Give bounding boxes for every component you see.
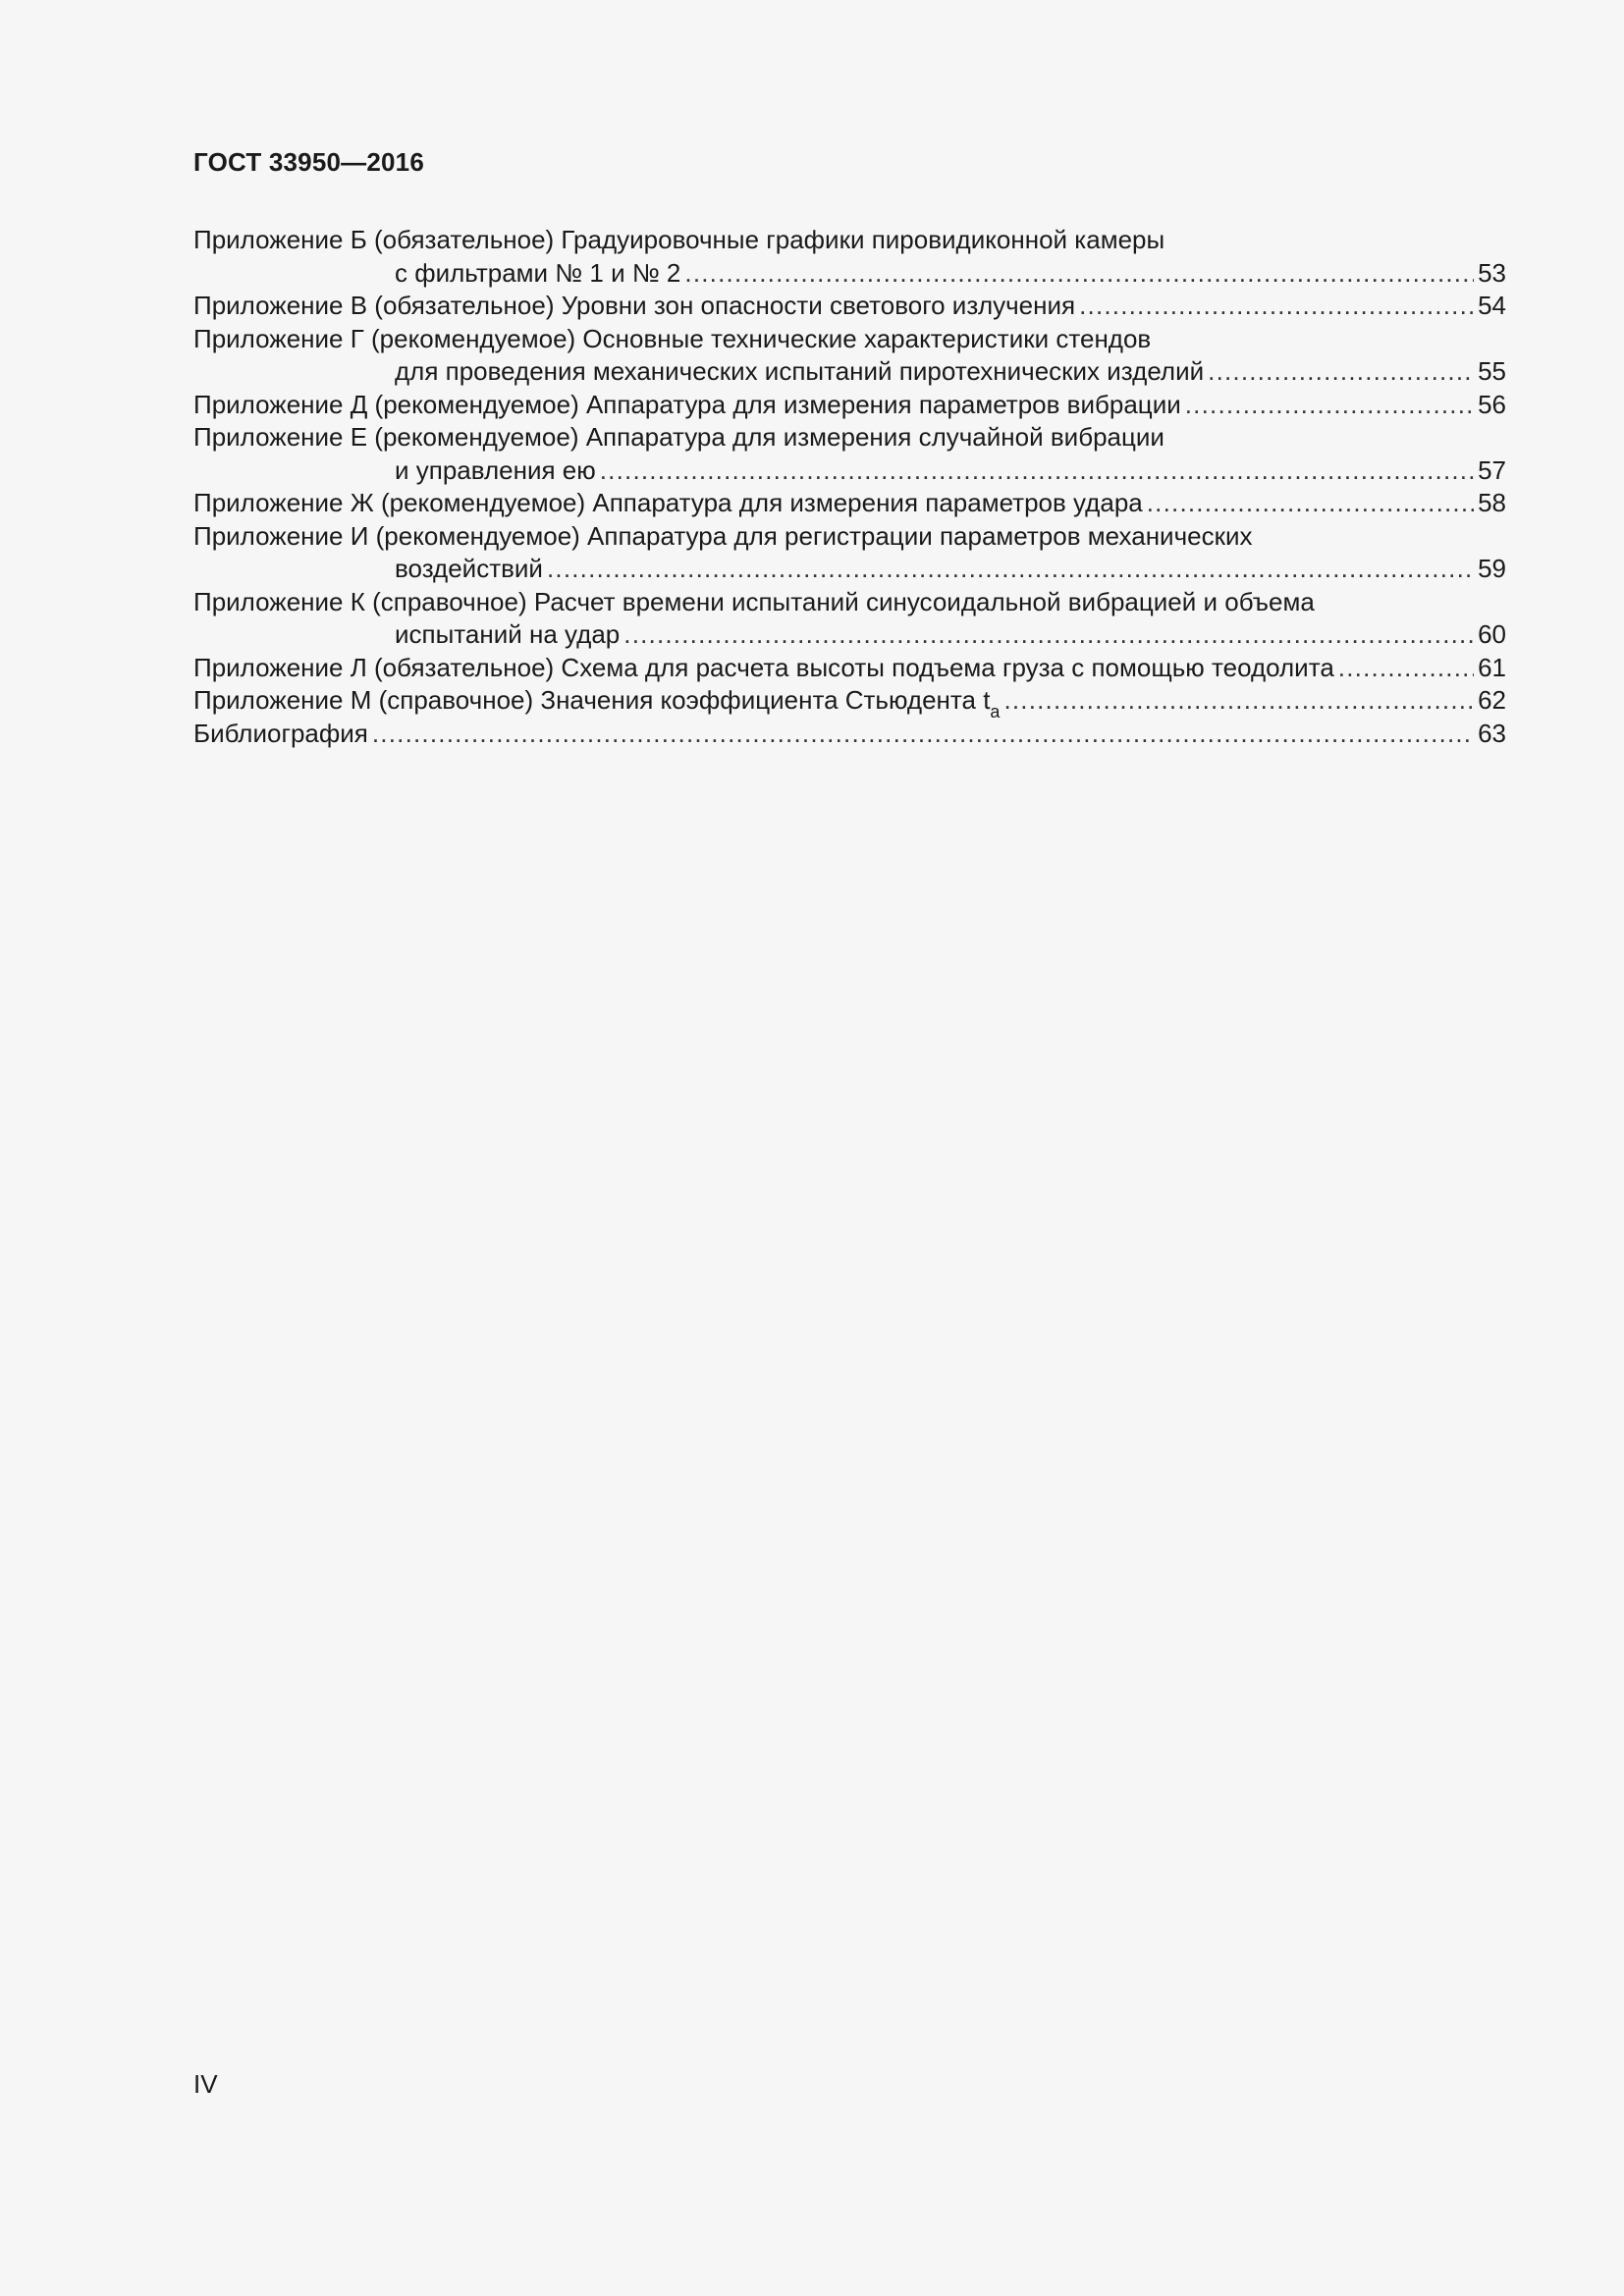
toc-page-number: 63 (1478, 718, 1506, 748)
toc-page-number: 61 (1478, 652, 1506, 682)
toc-entry-text: для проведения механических испытаний пиротехнических изделий (395, 356, 1205, 386)
dot-leader (684, 257, 1474, 291)
toc-entry-text: Приложение В (обязательное) Уровни зон опасности светового излучения (193, 291, 1076, 320)
toc-entry-appendix-e-cont (193, 454, 1506, 488)
dot-leader (1338, 652, 1474, 685)
toc-entry-appendix-l (193, 652, 1506, 685)
toc-entry-appendix-i-cont (193, 553, 1506, 586)
dot-leader (1185, 389, 1474, 422)
dot-leader (600, 454, 1474, 488)
toc-entry-appendix-m (193, 684, 1506, 721)
toc-entry-appendix-b-cont (193, 257, 1506, 291)
toc-page-number: 56 (1478, 389, 1506, 419)
dot-leader (372, 718, 1474, 751)
toc-entry-appendix-k (193, 586, 1506, 619)
toc-entry-appendix-e (193, 421, 1506, 454)
toc-entry-appendix-i (193, 520, 1506, 554)
toc-entry-text: Приложение Е (рекомендуемое) Аппаратура для измерения случайной вибрации (193, 422, 1164, 452)
toc-entry-text: Приложение Г (рекомендуемое) Основные технические характеристики стендов (193, 323, 1152, 353)
toc-entry-text: Приложение Л (обязательное) Схема для расчета высоты подъема груза с помощью теодолита (193, 652, 1334, 682)
toc-entry-text: Библиография (193, 718, 368, 748)
page-number: IV (193, 2069, 218, 2099)
toc-page-number: 62 (1478, 685, 1506, 715)
toc-entry-text: с фильтрами № 1 и № 2 (395, 257, 681, 288)
dot-leader (1079, 290, 1474, 323)
toc-entry-text: Приложение И (рекомендуемое) Аппаратура для регистрации параметров механических (193, 520, 1253, 551)
toc-entry-appendix-zh (193, 487, 1506, 520)
toc-entry-appendix-k-cont (193, 618, 1506, 652)
toc-page-number: 57 (1478, 454, 1506, 485)
document-header: ГОСТ 33950—2016 (193, 147, 424, 177)
toc-entry-text: Приложение Б (обязательное) Градуировочные графики пировидиконной камеры (193, 225, 1165, 254)
toc-entry-text-main: Приложение М (справочное) Значения коэффициента Стьюдента t (193, 685, 991, 715)
toc-entry-text (193, 684, 1000, 721)
subscript: a (990, 702, 1001, 721)
dot-leader (1208, 355, 1474, 389)
toc-entry-text: Приложение Ж (рекомендуемое) Аппаратура для измерения параметров удара (193, 488, 1143, 517)
toc-entry-appendix-v (193, 290, 1506, 323)
toc-entry-appendix-d (193, 389, 1506, 422)
table-of-contents (193, 224, 1506, 750)
toc-page-number: 53 (1478, 257, 1506, 288)
dot-leader (1147, 487, 1474, 520)
toc-entry-text: воздействий (395, 554, 543, 583)
toc-entry-appendix-g-cont (193, 355, 1506, 389)
toc-entry-text: испытаний на удар (395, 619, 621, 649)
toc-page-number: 58 (1478, 488, 1506, 517)
dot-leader (1003, 684, 1474, 718)
toc-entry-text: и управления ею (395, 454, 596, 485)
toc-entry-appendix-b (193, 224, 1506, 257)
dot-leader (623, 618, 1474, 652)
toc-entry-bibliography (193, 718, 1506, 751)
toc-entry-text: Приложение К (справочное) Расчет времени испытаний синусоидальной вибрацией и объема (193, 586, 1315, 616)
dot-leader (547, 553, 1474, 586)
toc-entry-appendix-g (193, 323, 1506, 356)
toc-entry-text: Приложение Д (рекомендуемое) Аппаратура для измерения параметров вибрации (193, 389, 1181, 419)
toc-page-number: 60 (1478, 619, 1506, 649)
toc-page-number: 59 (1478, 554, 1506, 583)
toc-page-number: 55 (1478, 356, 1506, 386)
toc-page-number: 54 (1478, 291, 1506, 320)
